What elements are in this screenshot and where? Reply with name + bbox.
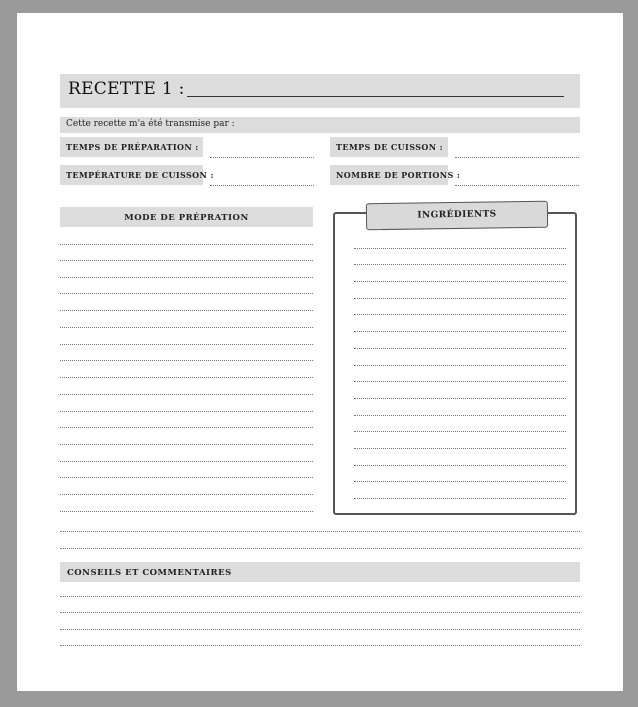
method-line[interactable] [60, 394, 313, 395]
ingredient-line[interactable] [354, 331, 566, 332]
ingredient-line[interactable] [354, 281, 566, 282]
transmitted-by-label: Cette recette m'a été transmise par : [66, 119, 235, 129]
method-line[interactable] [60, 377, 313, 378]
ingredients-tab [366, 201, 548, 231]
method-line[interactable] [60, 444, 313, 445]
cook-temp-label-box [60, 165, 214, 185]
method-line[interactable] [60, 548, 580, 549]
ingredient-line[interactable] [354, 431, 566, 432]
title-bar [60, 74, 580, 108]
ingredient-line[interactable] [354, 264, 566, 265]
ingredient-line[interactable] [354, 465, 566, 466]
ingredient-line[interactable] [354, 498, 566, 499]
tips-line[interactable] [60, 596, 580, 597]
method-line[interactable] [60, 244, 313, 245]
method-line[interactable] [60, 310, 313, 311]
tips-line[interactable] [60, 645, 580, 646]
cook-time-label: TEMPS DE CUISSON : [336, 142, 443, 152]
tips-heading-bar [60, 562, 580, 582]
method-line[interactable] [60, 260, 313, 261]
recipe-title: RECETTE 1 : [68, 79, 185, 99]
ingredient-line[interactable] [354, 348, 566, 349]
prep-time-field[interactable] [210, 157, 314, 158]
method-line[interactable] [60, 327, 313, 328]
method-line[interactable] [60, 511, 313, 512]
ingredient-line[interactable] [354, 481, 566, 482]
ingredient-line[interactable] [354, 415, 566, 416]
cook-time-label-box [330, 137, 448, 157]
method-line[interactable] [60, 477, 313, 478]
ingredient-line[interactable] [354, 398, 566, 399]
servings-field[interactable] [455, 185, 579, 186]
ingredient-line[interactable] [354, 314, 566, 315]
transmitted-by-bar [60, 117, 580, 133]
method-line[interactable] [60, 427, 313, 428]
method-line[interactable] [60, 293, 313, 294]
tips-heading: CONSEILS ET COMMENTAIRES [67, 568, 232, 578]
ingredient-line[interactable] [354, 248, 566, 249]
cook-temp-label: TEMPÉRATURE DE CUISSON : [66, 170, 214, 180]
servings-label-box [330, 165, 461, 185]
method-heading: MODE DE PRÉPRATION [124, 213, 249, 223]
method-line[interactable] [60, 360, 313, 361]
ingredient-line[interactable] [354, 381, 566, 382]
servings-label: NOMBRE DE PORTIONS : [336, 170, 461, 180]
ingredient-line[interactable] [354, 365, 566, 366]
recipe-name-field[interactable] [187, 96, 564, 97]
ingredients-heading: INGRÉDIENTS [417, 209, 497, 221]
tips-line[interactable] [60, 612, 580, 613]
ingredient-line[interactable] [354, 448, 566, 449]
method-line[interactable] [60, 277, 313, 278]
method-line[interactable] [60, 531, 580, 532]
method-line[interactable] [60, 461, 313, 462]
cook-temp-field[interactable] [210, 185, 314, 186]
recipe-page [17, 13, 623, 691]
method-heading-bar [60, 207, 313, 227]
ingredient-line[interactable] [354, 298, 566, 299]
method-line[interactable] [60, 494, 313, 495]
ingredients-frame [333, 212, 577, 515]
method-line[interactable] [60, 411, 313, 412]
tips-line[interactable] [60, 629, 580, 630]
prep-time-label: TEMPS DE PRÉPARATION : [66, 142, 199, 152]
prep-time-label-box [60, 137, 203, 157]
method-line[interactable] [60, 344, 313, 345]
cook-time-field[interactable] [455, 157, 579, 158]
